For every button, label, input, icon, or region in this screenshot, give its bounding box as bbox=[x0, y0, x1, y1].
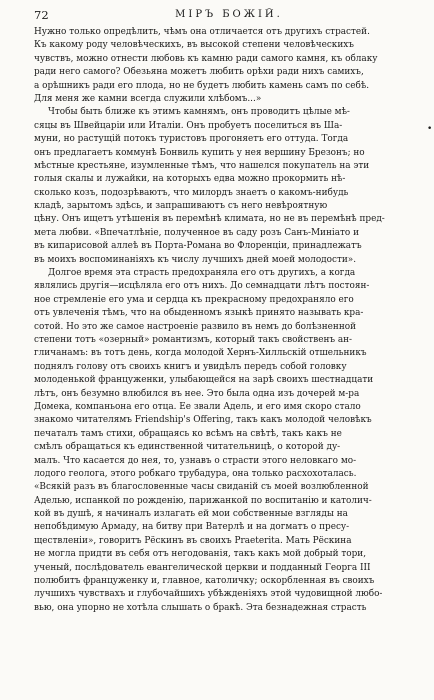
text-line: онъ предлагаетъ коммунѣ Бонвиль купить у нея вершину Брезонъ; но bbox=[34, 147, 365, 158]
text-line: въ кипарисовой аллеѣ въ Порта-Романа во Флоренціи, принадлежатъ bbox=[34, 241, 362, 252]
text-line: печаталъ тамъ стихи, обращаясь ко всѣмъ на свѣтѣ, такъ какъ не bbox=[34, 428, 342, 439]
text-line: ради него самого? Обезьяна можетъ любить орѣхи ради нихъ самихъ, bbox=[34, 67, 364, 78]
text-line: гличанамъ: въ тотъ день, когда молодой Хернъ-Хилльскій отшельникъ bbox=[34, 348, 367, 359]
text-line: вью, она упорно не хотѣла слышать о бракѣ. Эта безнадежная страсть bbox=[34, 602, 367, 613]
text-line: молоденькой француженки, улыбающейся на зарѣ своихъ шестнадцати bbox=[34, 375, 374, 386]
text-line: являлись другія—исцѣляла его отъ нихъ. До семнадцати лѣтъ постоян- bbox=[34, 281, 370, 292]
text-line: степени тотъ «озерный» романтизмъ, который такъ свойственъ ан- bbox=[34, 334, 353, 345]
text-line: отъ увлеченія тѣмъ, что на обыденномъ языкѣ принято называть кра- bbox=[34, 308, 364, 319]
text-line: кой въ душѣ, я начиналъ излагать ей мои собственные взгляды на bbox=[34, 509, 348, 520]
text-line: а орѣшникъ ради его плода, но не будетъ любить камень самъ по себѣ. bbox=[34, 80, 370, 91]
text-line: «Всякій разъ въ благословенные часы свиданій съ моей возлюбленной bbox=[34, 482, 369, 493]
text-line: знакомо читателямъ Friendship's Offering, такъ какъ молодой человѣкъ bbox=[34, 415, 372, 426]
text-line: не могла придти въ себя отъ негодованія, такъ какъ мой добрый тори, bbox=[34, 549, 367, 560]
text-line: Чтобы быть ближе къ этимъ камнямъ, онъ проводитъ цѣлые мѣ- bbox=[48, 107, 350, 118]
text-line: Къ какому роду человѣческихъ, въ высокой степени человѣческихъ bbox=[34, 40, 354, 51]
text-line: лучшихъ чувствахъ и глубочайшихъ убѣжденіяхъ этой чудовищной любо- bbox=[34, 589, 383, 600]
text-line: сотой. Но это же самое настроеніе развило въ немъ до болѣзненной bbox=[34, 321, 357, 332]
text-line: смѣлъ обращаться къ единственной читательницѣ, о которой ду- bbox=[34, 442, 341, 453]
text-line: ное стремленіе его ума и сердца къ прекрасному предохраняло его bbox=[34, 294, 354, 305]
text-line: Домека, компаньона его отца. Ее звали Адель, и его имя скоро стало bbox=[34, 401, 361, 412]
text-line: малъ. Что касается до нея, то, узнавъ о страсти этого неловкаго мо- bbox=[34, 455, 357, 466]
text-line: непобѣдимую Армаду, на битву при Ватерлѣ и на догматъ о пресу- bbox=[34, 522, 350, 533]
text-line: голыя скалы и лужайки, на которыхъ едва можно прокормить нѣ- bbox=[34, 174, 346, 185]
text-line: Для меня же камни всегда служили хлѣбомъ...» bbox=[34, 93, 262, 104]
text-line: сколько козъ, подозрѣваютъ, что милордъ знаетъ о какомъ-нибудь bbox=[34, 187, 349, 198]
text-line: ществленіи», говоритъ Рёскинъ въ своихъ Praeterita. Мать Рёскина bbox=[34, 535, 352, 546]
text-line: мета любви. «Впечатлѣніе, полученное въ саду розъ Санъ-Миніато и bbox=[34, 227, 359, 238]
text-line: въ моихъ воспоминаніяхъ къ числу лучшихъ дней моей молодости». bbox=[34, 254, 357, 265]
document-page bbox=[34, 8, 424, 688]
text-line: кладѣ, зарытомъ здѣсь, и запрашиваютъ съ него невѣроятную bbox=[34, 201, 328, 212]
text-line: ученый, послѣдователь евангелической церкви и подданный Георга III bbox=[34, 562, 371, 573]
text-line: поднялъ голову отъ своихъ книгъ и увидѣлъ передъ собой головку bbox=[34, 361, 347, 372]
text-line: чувствъ, можно отнести любовь къ камню ради самого камня, къ облаку bbox=[34, 53, 378, 64]
text-line: Аделью, испанкой по рожденію, парижанкой по воспитанію и католич- bbox=[34, 495, 372, 506]
text-line: полюбитъ француженку и, главное, католичку; оскорбленная въ своихъ bbox=[34, 576, 375, 587]
text-line: сяцы въ Швейцаріи или Италіи. Онъ пробуетъ поселиться въ Ша- bbox=[34, 120, 343, 131]
text-line: Долгое время эта страсть предохраняла его отъ другихъ, а когда bbox=[48, 268, 356, 279]
body-text bbox=[34, 26, 424, 615]
page-header bbox=[34, 8, 424, 22]
text-line: Нужно только опредѣлить, чѣмъ она отличается отъ другихъ страстей. bbox=[34, 27, 370, 37]
text-line: мѣстные крестьяне, изумленные тѣмъ, что нашелся покупатель на эти bbox=[34, 160, 370, 171]
margin-mark: • bbox=[427, 124, 433, 134]
text-line: муни, но растущій потокъ туристовъ прогоняетъ его оттуда. Тогда bbox=[34, 134, 349, 145]
page-number: 72 bbox=[34, 8, 49, 22]
running-head: МІРЪ БОЖІЙ. bbox=[175, 9, 283, 20]
text-line: цѣну. Онъ ищетъ утѣшенія въ перемѣнѣ климата, но не въ перемѣнѣ пред- bbox=[34, 214, 385, 225]
text-line: лодого геолога, этого робкаго трубадура, она только расхохоталась. bbox=[34, 468, 357, 479]
text-line: лѣтъ, онъ безумно влюбился въ нее. Это была одна изъ дочерей м-ра bbox=[34, 388, 360, 399]
